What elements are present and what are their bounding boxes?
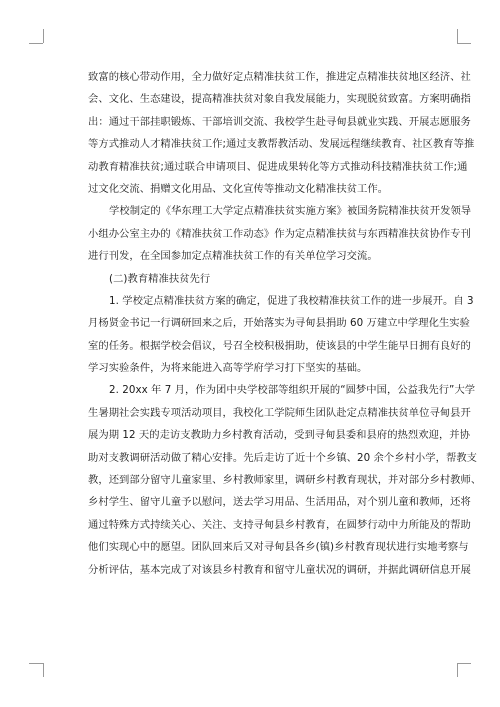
text-line: 1. 学校定点精准扶贫方案的确定，促进了我校精准扶贫工作的进一步展开。自 3: [109, 294, 474, 307]
paragraph-item-1: [88, 290, 474, 380]
text-line: 他们实现心中的愿望。团队回来后又对寻甸县各乡(镇)乡村教育现状进行实地考察与: [88, 541, 469, 554]
text-line: 小组办公室主办的《精准扶贫工作动态》作为定点精准扶贫与东西精准扶贫协作专刊: [88, 227, 471, 240]
text-line: (二)教育精准扶贫先行: [109, 272, 211, 285]
text-line: 教，还到部分留守儿童家里、乡村教师家里，调研乡村教育现状，并对部分乡村教师、: [88, 474, 482, 487]
text-line: 出：通过干部挂职锻炼、干部培训交流、我校学生赴寻甸县就业实践、开展志愿服务: [88, 115, 471, 128]
text-line: 展为期 12 天的走访支教助力乡村教育活动，受到寻甸县委和县府的热烈欢迎，并协: [88, 429, 470, 442]
text-line: 2. 20xx 年 7 月，作为团中央学校部等组织开展的“圆梦中国，公益我先行”大学: [109, 384, 476, 397]
text-line: 学校制定的《华东理工大学定点精准扶贫实施方案》被国务院精准扶贫开发领导: [109, 205, 472, 218]
crop-mark-top-right-h: [457, 43, 471, 44]
text-line: 等方式推动人才精准扶贫工作;通过支教帮教活动、发展远程继续教育、社区教育等推: [88, 138, 475, 151]
crop-mark-top-right-v: [457, 29, 458, 43]
text-line: 生暑期社会实践专项活动项目，我校化工学院师生团队赴定点精准扶贫单位寻甸县开: [88, 406, 471, 419]
crop-mark-bottom-right-h: [457, 663, 471, 664]
paragraph-plan-content: [88, 66, 475, 200]
document-body: [88, 66, 482, 581]
text-line: 动教育精准扶贫;通过联合申请项目、促进成果转化等方式推动科技精准扶贫工作;通: [88, 160, 468, 173]
text-line: 通过特殊方式持续关心、关注、支持寻甸县乡村教育，在圆梦行动中力所能及的帮助: [88, 518, 471, 531]
crop-mark-top-left-h: [29, 43, 43, 44]
text-line: 学习实验条件，为将来能进入高等学府学习打下坚实的基础。: [88, 362, 368, 375]
paragraph-plan-publication: [88, 200, 472, 267]
crop-mark-top-left-v: [43, 29, 44, 43]
text-line: 分析评估，基本完成了对该县乡村教育和留守儿童状况的调研，并据此调研信息开展: [88, 563, 471, 576]
text-line: 过文化交流、捐赠文化用品、文化宣传等推动文化精准扶贫工作。: [88, 182, 389, 195]
text-line: 室的任务。根据学校会倡议，号召全校积极捐助，使该县的中学生能早日拥有良好的: [88, 339, 471, 352]
text-line: 会、文化、生态建设，提高精准扶贫对象自我发展能力，实现脱贫致富。方案明确指: [88, 93, 471, 106]
text-line: 助对支教调研活动做了精心安排。先后走访了近十个乡镇、20 余个乡村小学，帮教支: [88, 451, 478, 464]
text-line: 乡村学生、留守儿童予以慰问，送去学习用品、生活用品，对个别儿童和教师，还将: [88, 496, 471, 509]
crop-mark-bottom-left-v: [43, 663, 44, 677]
text-line: 致富的核心带动作用，全力做好定点精准扶贫工作，推进定点精准扶贫地区经济、社: [88, 71, 471, 83]
text-line: 进行刊发，在全国参加定点精准扶贫工作的有关单位学习交流。: [88, 250, 378, 263]
crop-mark-bottom-left-h: [29, 663, 43, 664]
paragraph-item-2: [88, 379, 482, 581]
section-heading: [88, 268, 439, 290]
text-line: 月杨贤金书记一行调研回来之后，开始落实为寻甸县捐助 60 万建立中学理化生实验: [88, 317, 470, 330]
crop-mark-bottom-right-v: [457, 663, 458, 677]
